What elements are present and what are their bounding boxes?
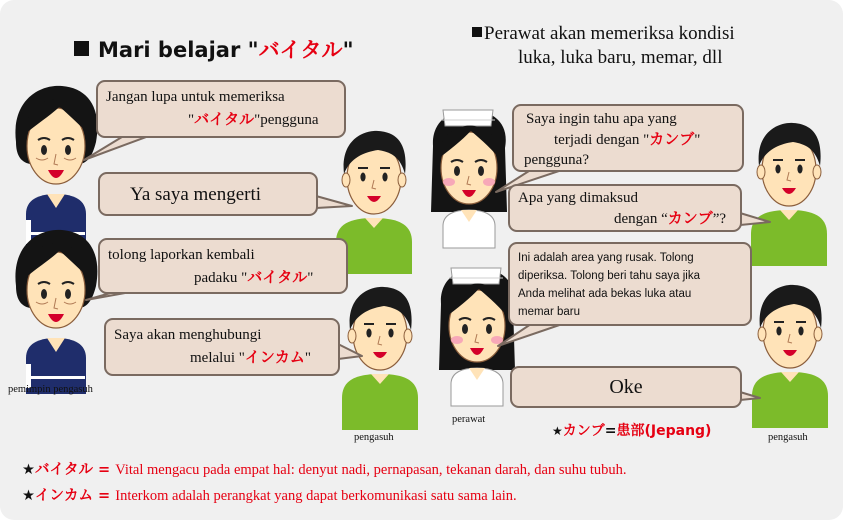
star-icon: ★ [22, 488, 35, 504]
bubble-text: Oke [609, 376, 643, 398]
bubble-text: melalui " [190, 350, 245, 366]
footnote-text: Vital mengacu pada empat hal: denyut nadi, pernapasan, tekanan darah, dan suhu tubuh. [115, 462, 627, 478]
kanbu-term: カンブ [562, 423, 605, 439]
bubble-text: ”? [712, 211, 727, 227]
bubble-text: tolong laporkan kembali [108, 247, 255, 263]
keyword-vital: バイタル [247, 268, 308, 286]
bubble-text: "pengguna [254, 112, 319, 128]
bubble-text: terjadi dengan " [554, 132, 650, 148]
keyword-kanbu: カンブ [667, 209, 713, 227]
bubble-text: pengguna? [524, 152, 589, 168]
star-icon: ★ [552, 424, 563, 438]
bubble-caregiver-what-kanbu [508, 184, 742, 232]
kanbu-definition [552, 420, 711, 440]
keyword-intercom: インカム [244, 348, 305, 366]
bubble-text: " [188, 112, 195, 128]
right-title-line1: Perawat akan memeriksa kondisi [484, 23, 735, 44]
kanbu-equals: = [604, 423, 617, 439]
bubble-text: Saya akan menghubungi [114, 327, 262, 343]
bubble-text: " [304, 350, 311, 366]
footnote-equals: = [93, 488, 116, 504]
bubble-text: " [307, 270, 314, 286]
footnote-text: Interkom adalah perangkat yang dapat berkomunikasi satu sama lain. [115, 488, 517, 504]
keyword-kanbu: カンブ [649, 130, 695, 148]
bubble-caregiver-intercom [104, 318, 340, 376]
footnote-term: バイタル [35, 462, 93, 478]
bubble-caregiver-ok [510, 366, 742, 408]
bubble-text: Anda melihat ada bekas luka atau [518, 288, 692, 300]
bubble-leader-check-vital [96, 80, 346, 138]
bubble-text: Apa yang dimaksud [518, 190, 638, 206]
label-nurse: perawat [452, 414, 486, 425]
bubble-text: dengan “ [614, 211, 668, 227]
left-title-keyword: バイタル [258, 38, 343, 62]
bubble-text: Saya ingin tahu apa yang [526, 111, 677, 127]
bubble-text: diperiksa. Tolong beri tahu saya jika [518, 270, 700, 282]
footnote-term: インカム [35, 488, 93, 504]
bubble-text: padaku " [194, 270, 248, 286]
left-title-prefix: Mari belajar " [98, 38, 259, 62]
keyword-vital: バイタル [194, 110, 255, 128]
bubble-caregiver-understand [98, 172, 318, 216]
footnote-vital [22, 458, 627, 479]
bubble-nurse-explain [508, 242, 752, 326]
footnote-equals: = [93, 462, 116, 478]
kanbu-meaning: 患部(Jepang) [616, 423, 712, 439]
bubble-nurse-ask-kanbu [512, 104, 744, 172]
label-caregiver-right: pengasuh [768, 432, 808, 443]
right-title-line2: luka, luka baru, memar, dll [518, 47, 723, 68]
bubble-text: memar baru [518, 306, 580, 318]
bubble-text: Ya saya mengerti [130, 184, 262, 205]
tail-left-2 [316, 196, 352, 208]
left-title-suffix: " [342, 38, 354, 62]
bubble-text: Ini adalah area yang rusak. Tolong [518, 252, 694, 264]
star-icon: ★ [22, 462, 35, 478]
bubble-text: " [694, 132, 701, 148]
bubble-leader-report-vital [98, 238, 348, 294]
label-leader: pemimpin pengasuh [8, 384, 93, 395]
label-caregiver-left: pengasuh [354, 432, 394, 443]
bubble-text: Jangan lupa untuk memeriksa [106, 89, 285, 105]
footnote-intercom [22, 484, 517, 505]
